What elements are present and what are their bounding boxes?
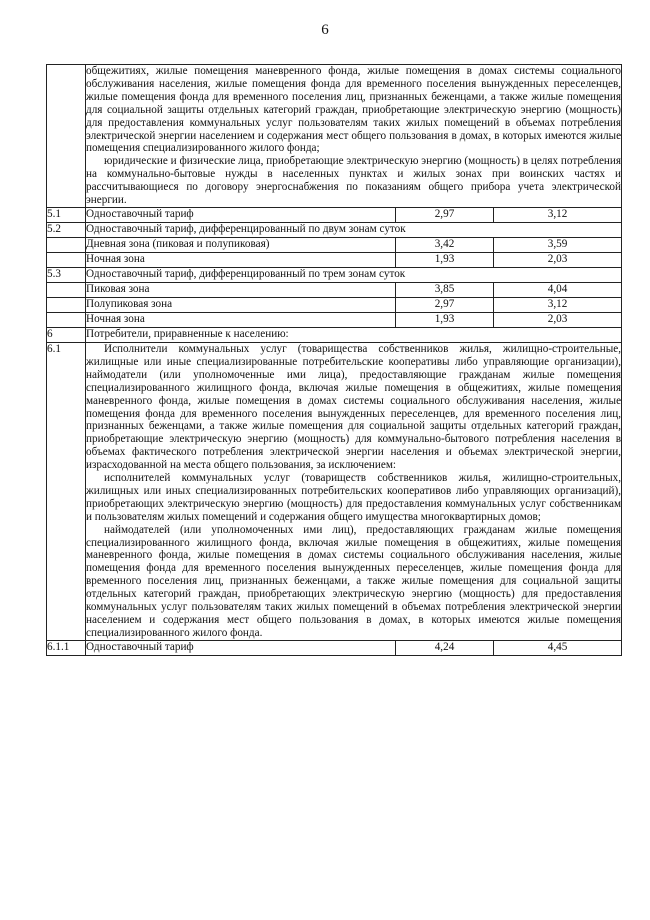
paragraph: наймодателей (или уполномоченных ими лиц), предоставляющих гражданам жилые помещения специализированного жилищного фонда, включая жилые помещения в общежитиях, жилые помещения маневренного фонда, жилые помещения в домах системы социального обслуживания населения, жилые помещения фонда для временного поселения вынужденных переселенцев, жилые помещения фонда для временного поселения лиц, признанных беженцами, а также жилые помещения для социальной защиты отдельных категорий граждан, приобретающих электрическую энергию (мощность) для предоставления коммунальных услуг пользователям таких жилых помещений в объемах потребления электрической энергии населением и содержания мест общего пользования в домах, в которых имеются жилые помещения специализированного жилого фонда. <box>86 523 622 639</box>
row-number: 6 <box>47 327 86 342</box>
table-row <box>47 252 622 267</box>
paragraph: общежитиях, жилые помещения маневренного фонда, жилые помещения в домах системы социального обслуживания населения, жилые помещения фонда для временного поселения вынужденных переселенцев, жилые помещения фонда для временного поселения лиц, признанных беженцами, а также жилые помещения для социальной защиты отдельных категорий граждан, приобретающие электрическую энергию (мощность) для предоставления коммунальных услуг пользователям таких жилых помещений в объемах потребления электрической энергии населением и содержания мест общего пользования в домах, в которых имеются жилые помещения специализированного жилого фонда; <box>86 65 622 155</box>
paragraph: исполнителей коммунальных услуг (товариществ собственников жилья, жилищно-строительных, жилищных или иных специализированных потребительских кооперативов либо управляющих организаций), приобретающих электрическую энергию (мощность) для предоставления коммунальных услуг собственникам и пользователям жилых помещений и содержания общего имущества многоквартирных домов; <box>86 472 622 523</box>
paragraph: юридические и физические лица, приобретающие электрическую энергию (мощность) в целях потребления на коммунально-бытовые нужды в населенных пунктах и жилых зонах при воинских частях и рассчитывающиеся по договору энергоснабжения по показаниям общего прибора учета электрической энергии. <box>86 155 622 207</box>
description-cell <box>86 342 622 640</box>
number-cell <box>47 65 86 208</box>
row-number: 6.1.1 <box>47 640 86 655</box>
value-cell: 3,12 <box>494 297 622 312</box>
row-label: Одноставочный тариф, дифференцированный по двум зонам суток <box>86 222 622 237</box>
value-cell: 2,03 <box>494 252 622 267</box>
page-number: 6 <box>321 22 329 38</box>
paragraph: Исполнители коммунальных услуг (товарищества собственников жилья, жилищно-строительные, жилищные или иные специализированные потребительские кооперативы либо управляющие организации), наймодатели (или уполномоченные ими лица), предоставляющие гражданам жилые помещения специализированного жилищного фонда, включая жилые помещения в общежитиях, жилые помещения маневренного фонда, жилые помещения в домах системы социального обслуживания населения, жилые помещения фонда для временного поселения вынужденных переселенцев, для временного поселения лиц, признанных беженцами, а также жилые помещения для социальной защиты отдельных категорий граждан, приобретающие электрическую энергию (мощность) для коммунально-бытового потребления населения в объемах фактического потребления электрической энергии населения и объемах электрической энергии, израсходованной на места общего пользования, за исключением: <box>86 342 622 472</box>
row-label: Одноставочный тариф, дифференцированный по трем зонам суток <box>86 267 622 282</box>
number-cell <box>47 237 86 252</box>
number-cell <box>47 282 86 297</box>
table-row <box>47 640 622 655</box>
table-row <box>47 267 622 282</box>
row-label: Дневная зона (пиковая и полупиковая) <box>86 237 396 252</box>
row-label: Ночная зона <box>86 312 396 327</box>
number-cell <box>47 297 86 312</box>
value-cell: 3,12 <box>494 207 622 222</box>
value-cell: 1,93 <box>396 252 494 267</box>
row-label: Ночная зона <box>86 252 396 267</box>
value-cell: 4,45 <box>494 640 622 655</box>
table-row <box>47 282 622 297</box>
table-row <box>47 342 622 640</box>
tariff-table <box>46 64 622 656</box>
row-number: 5.3 <box>47 267 86 282</box>
value-cell: 3,59 <box>494 237 622 252</box>
value-cell: 2,97 <box>396 297 494 312</box>
number-cell <box>47 312 86 327</box>
row-label: Одноставочный тариф <box>86 207 396 222</box>
description-cell <box>86 65 622 208</box>
table-row <box>47 237 622 252</box>
value-cell: 2,97 <box>396 207 494 222</box>
value-cell: 2,03 <box>494 312 622 327</box>
number-cell <box>47 252 86 267</box>
value-cell: 4,24 <box>396 640 494 655</box>
table-row <box>47 65 622 208</box>
value-cell: 4,04 <box>494 282 622 297</box>
row-label: Полупиковая зона <box>86 297 396 312</box>
row-number: 6.1 <box>47 342 86 640</box>
row-label: Одноставочный тариф <box>86 640 396 655</box>
row-number: 5.1 <box>47 207 86 222</box>
value-cell: 3,42 <box>396 237 494 252</box>
table-row <box>47 222 622 237</box>
value-cell: 1,93 <box>396 312 494 327</box>
row-label: Потребители, приравненные к населению: <box>86 327 622 342</box>
table-row <box>47 327 622 342</box>
row-label: Пиковая зона <box>86 282 396 297</box>
table-row <box>47 207 622 222</box>
table-row <box>47 297 622 312</box>
value-cell: 3,85 <box>396 282 494 297</box>
table-row <box>47 312 622 327</box>
row-number: 5.2 <box>47 222 86 237</box>
